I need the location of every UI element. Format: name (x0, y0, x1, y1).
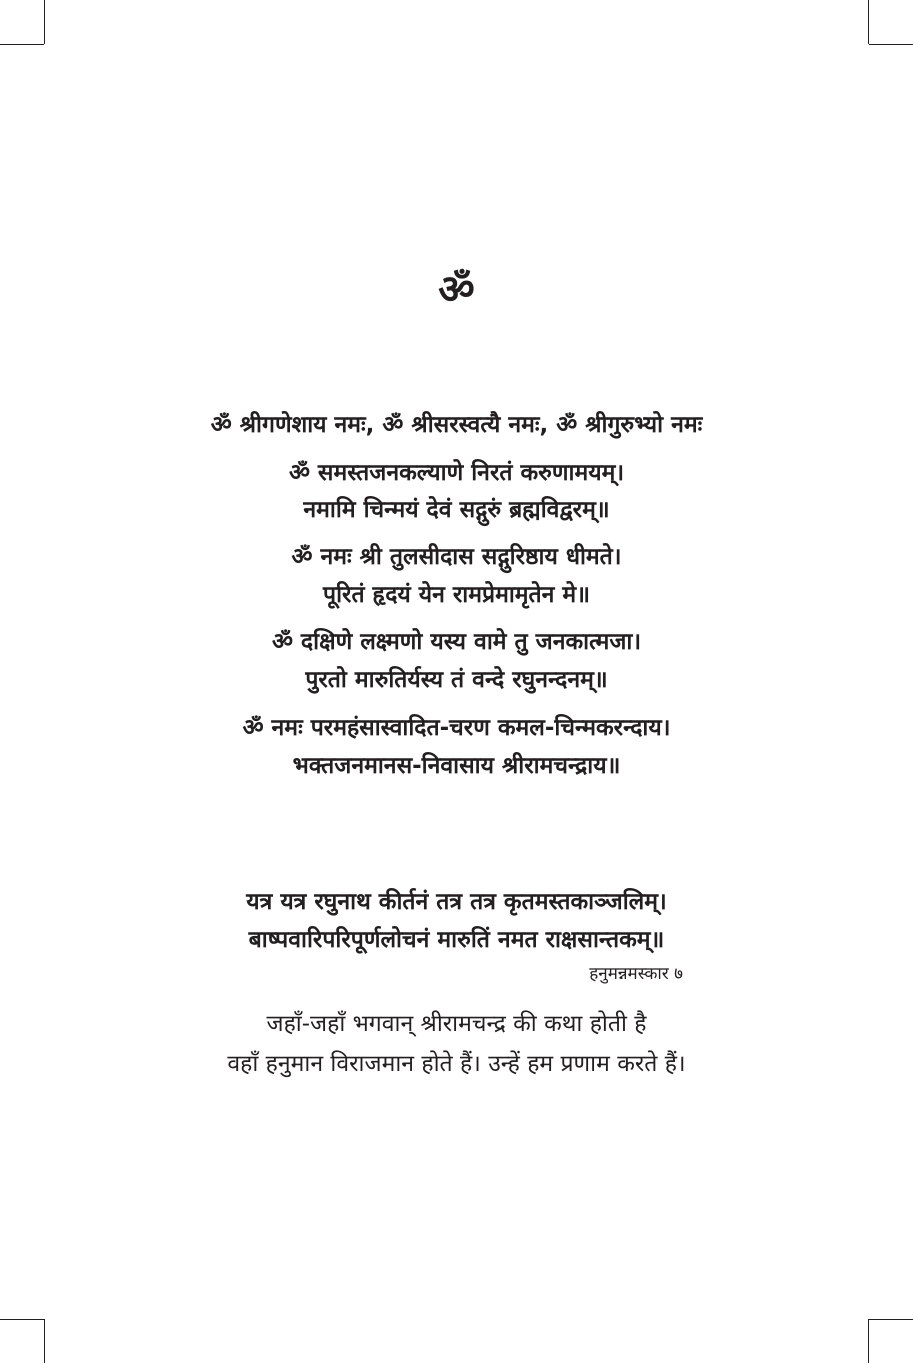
verse-4-line-1: ॐ नमः परमहंसास्वादित-चरण कमल-चिन्मकरन्दाय। (242, 715, 671, 741)
invocation-line: ॐ श्रीगणेशाय नमः, ॐ श्रीसरस्वत्यै नमः, ॐ श्रीगुरुभ्यो नमः (210, 412, 703, 438)
crop-mark-top-left-vertical (44, 0, 45, 44)
verse-citation: हनुमन्नमस्कार ७ (589, 964, 683, 984)
crop-mark-top-left-horizontal (0, 44, 44, 45)
verse-1-line-2: नमामि चिन्मयं देवं सद्गुरुं ब्रह्मविद्वरम्॥ (303, 497, 610, 523)
translation-line-1: जहाँ-जहाँ भगवान् श्रीरामचन्द्र की कथा होती है (266, 1011, 647, 1037)
crop-mark-bottom-right-horizontal (869, 1319, 913, 1320)
verse-3-line-1: ॐ दक्षिणे लक्ष्मणो यस्य वामे तु जनकात्मजा। (271, 629, 642, 655)
verse-4-line-2: भक्तजनमानस-निवासाय श्रीरामचन्द्राय॥ (292, 753, 621, 779)
translation-line-2: वहाँ हनुमान विराजमान होते हैं। उन्हें हम प्रणाम करते हैं। (227, 1051, 686, 1077)
crop-mark-bottom-left-vertical (44, 1319, 45, 1363)
crop-mark-top-right-horizontal (869, 44, 913, 45)
verse-3-line-2: पुरतो मारुतिर्यस्य तं वन्दे रघुनन्दनम्॥ (305, 667, 608, 693)
hanuman-verse-line-2: बाष्पवारिपरिपूर्णलोचनं मारुतिं नमत राक्षसान्तकम्॥ (248, 927, 665, 953)
verse-2-line-2: पूरितं हृदयं येन रामप्रेमामृतेन मे॥ (323, 582, 590, 608)
om-symbol-heading: ॐ (438, 267, 475, 313)
hanuman-verse-line-1: यत्र यत्र रघुनाथ कीर्तनं तत्र तत्र कृतमस्तकाञ्जलिम्। (246, 889, 667, 915)
crop-mark-top-right-vertical (868, 0, 869, 44)
verse-2-line-1: ॐ नमः श्री तुलसीदास सद्गुरिष्ठाय धीमते। (291, 544, 622, 570)
crop-mark-bottom-right-vertical (868, 1319, 869, 1363)
verse-1-line-1: ॐ समस्तजनकल्याणे निरतं करुणामयम्। (288, 460, 625, 486)
crop-mark-bottom-left-horizontal (0, 1319, 44, 1320)
